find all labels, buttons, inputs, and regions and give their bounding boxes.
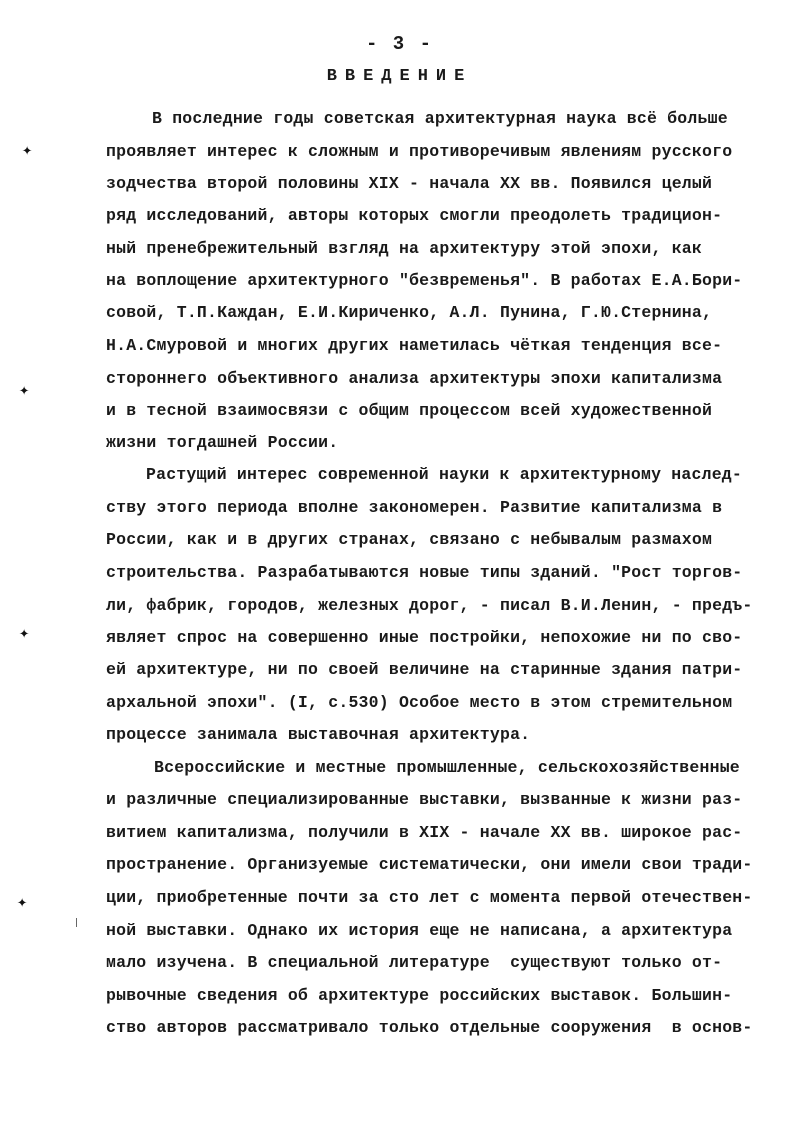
text-line: рывочные сведения об архитектуре российских выставок. Большин- — [106, 986, 733, 1005]
binding-mark: ✦ — [17, 894, 28, 913]
binding-mark: ✦ — [19, 625, 30, 644]
text-line: стороннего объективного анализа архитектуры эпохи капитализма — [106, 369, 723, 388]
page-number: - 3 - — [365, 33, 433, 55]
text-line: ряд исследований, авторы которых смогли преодолеть традицион- — [106, 206, 723, 225]
text-line: Растущий интерес современной науки к архитектурному наслед- — [146, 465, 742, 484]
text-line: ной выставки. Однако их история еще не написана, а архитектура — [106, 921, 733, 940]
text-line: зодчества второй половины XIX - начала XX вв. Появился целый — [106, 174, 713, 193]
text-line: проявляет интерес к сложным и противоречивым явлениям русского — [106, 142, 733, 161]
text-line: витием капитализма, получили в XIX - начале XX вв. широкое рас- — [106, 823, 743, 842]
text-line: ный пренебрежительный взгляд на архитектуру этой эпохи, как — [106, 239, 702, 258]
text-line: ей архитектуре, ни по своей величине на старинные здания патри- — [106, 660, 743, 679]
text-line: ству этого периода вполне закономерен. Развитие капитализма в — [106, 498, 723, 517]
text-line: и различные специализированные выставки, вызванные к жизни раз- — [106, 790, 743, 809]
text-line: ли, фабрик, городов, железных дорог, - писал В.И.Ленин, - предъ- — [106, 596, 753, 615]
text-line: ции, приобретенные почти за сто лет с момента первой отечествен- — [106, 888, 753, 907]
text-line: совой, Т.П.Каждан, Е.И.Кириченко, А.Л. Пунина, Г.Ю.Стернина, — [106, 303, 713, 322]
text-line: пространение. Организуемые систематически, они имели свои тради- — [106, 855, 753, 874]
text-line: и в тесной взаимосвязи с общим процессом всей художественной — [106, 401, 713, 420]
margin-tick — [76, 918, 77, 927]
binding-mark: ✦ — [19, 382, 30, 401]
text-line: Всероссийские и местные промышленные, сельскохозяйственные — [154, 758, 740, 777]
page-title: ВВЕДЕНИЕ — [326, 67, 473, 86]
text-line: мало изучена. В специальной литературе существуют только от- — [106, 953, 723, 972]
text-line: процессе занимала выставочная архитектура. — [106, 725, 531, 744]
text-line: В последние годы советская архитектурная наука всё больше — [152, 109, 728, 128]
binding-mark: ✦ — [22, 142, 33, 161]
text-line: Н.А.Смуровой и многих других наметилась чёткая тенденция все- — [106, 336, 723, 355]
text-line: на воплощение архитектурного "безвременья". В работах Е.А.Бори- — [106, 271, 743, 290]
text-line: архальной эпохи". (I, с.530) Особое место в этом стремительном — [106, 693, 733, 712]
text-line: России, как и в других странах, связано с небывалым размахом — [106, 530, 713, 549]
text-line: являет спрос на совершенно иные постройки, непохожие ни по сво- — [106, 628, 743, 647]
text-line: ство авторов рассматривало только отдельные сооружения в основ- — [106, 1018, 753, 1037]
text-line: строительства. Разрабатываются новые типы зданий. "Рост торгов- — [106, 563, 743, 582]
text-line: жизни тогдашней России. — [106, 433, 339, 452]
